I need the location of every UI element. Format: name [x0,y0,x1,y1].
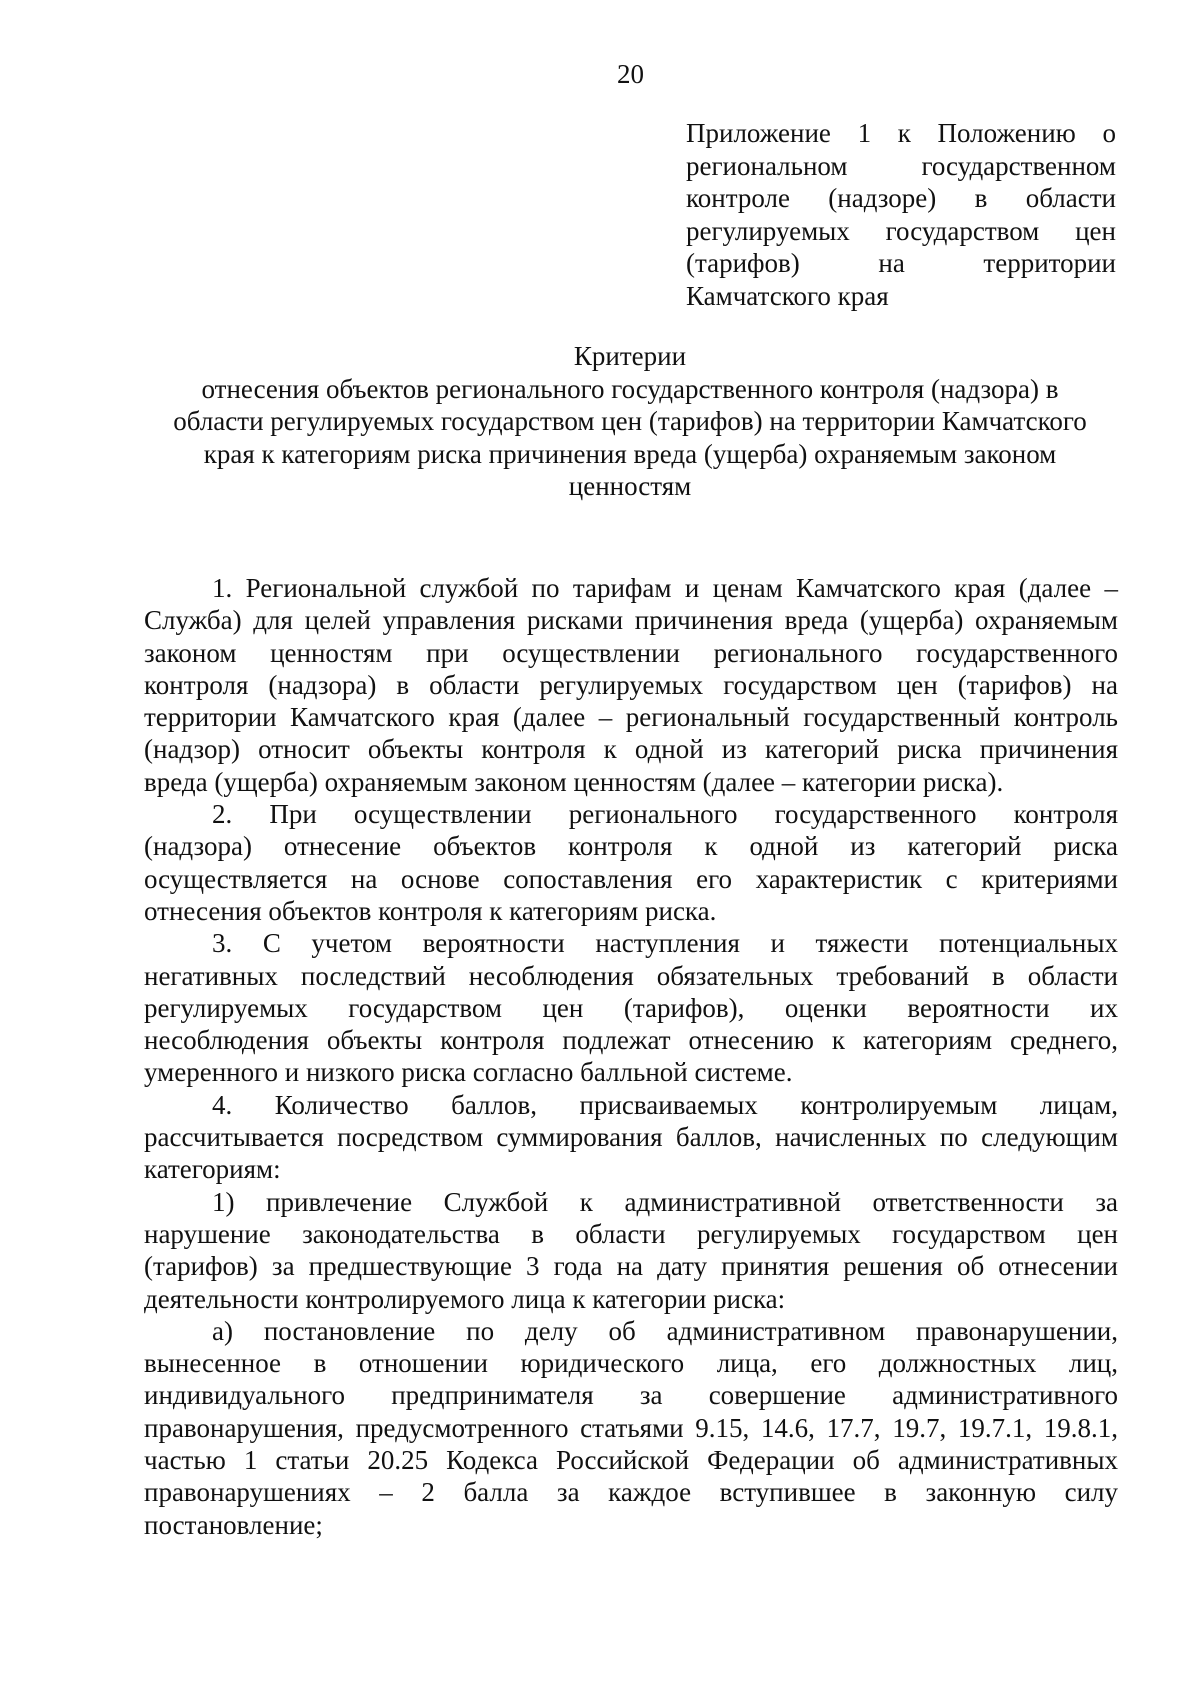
appendix-note [686,117,1116,312]
body-line: 2. При осуществлении регионального государственного контроля [212,799,1118,830]
body-line: 3. С учетом вероятности наступления и тяжести потенциальных [212,928,1118,959]
body-line: осуществляется на основе сопоставления его характеристик с критериями [144,863,1118,894]
body-line: нарушение законодательства в области регулируемых государством цен [144,1218,1118,1249]
body-line: категориям: [144,1154,281,1185]
page-number: 20 [617,59,644,89]
body-line: 1) привлечение Службой к административной ответственности за [212,1186,1118,1217]
title-line: области регулируемых государством цен (тарифов) на территории Камчатского [173,406,1087,436]
body-line: частью 1 статьи 20.25 Кодекса Российской Федерации об административных [144,1445,1118,1476]
body-line: отнесения объектов контроля к категориям риска. [144,895,717,926]
appendix-line: (тарифов) на территории [686,248,1116,278]
title-line: ценностям [568,471,692,501]
body-line: негативных последствий несоблюдения обязательных требований в области [144,960,1118,991]
title-heading: Критерии [573,341,687,371]
appendix-line: регулируемых государством цен [686,215,1116,246]
document-title [140,340,1120,503]
body-line: (надзор) относит объекты контроля к одной из категорий риска причинения [144,734,1118,765]
body-line: вреда (ущерба) охраняемым законом ценностям (далее – категории риска). [144,766,1004,797]
body-line: территории Камчатского края (далее – региональный государственный контроль [144,702,1118,733]
body-line: правонарушения, предусмотренного статьями 9.15, 14.6, 17.7, 19.7, 19.7.1, 19.8.1, [144,1412,1118,1443]
body-line: рассчитывается посредством суммирования баллов, начисленных по следующим [144,1122,1118,1153]
body-line: индивидуального предпринимателя за совершение административного [144,1380,1118,1411]
body-line: а) постановление по делу об административном правонарушении, [212,1315,1118,1346]
appendix-line: Приложение 1 к Положению о [686,118,1116,148]
body-line: правонарушениях – 2 балла за каждое вступившее в законную силу [144,1477,1118,1508]
body-line: Служба) для целей управления рисками причинения вреда (ущерба) охраняемым [144,605,1118,636]
body-text [144,572,1118,1541]
body-line: несоблюдения объекты контроля подлежат отнесению к категориям среднего, [144,1025,1118,1056]
body-line: контроля (надзора) в области регулируемых государством цен (тарифов) на [144,669,1118,700]
body-line: 4. Количество баллов, присваиваемых контролируемым лицам, [212,1089,1118,1120]
appendix-line: региональном государственном [686,150,1116,181]
title-line: края к категориям риска причинения вреда (ущерба) охраняемым законом [203,438,1057,469]
body-line: постановление; [144,1509,323,1540]
body-line: вынесенное в отношении юридического лица, его должностных лиц, [144,1348,1118,1379]
body-line: 1. Региональной службой по тарифам и ценам Камчатского края (далее – [212,573,1118,603]
title-line: отнесения объектов регионального государственного контроля (надзора) в [201,373,1059,404]
appendix-line: контроле (надзоре) в области [686,183,1116,213]
body-line: (надзора) отнесение объектов контроля к одной из категорий риска [144,831,1118,862]
appendix-line: Камчатского края [686,280,889,311]
body-line: деятельности контролируемого лица к категории риска: [144,1283,786,1314]
body-line: умеренного и низкого риска согласно балльной системе. [144,1057,793,1088]
body-line: (тарифов) за предшествующие 3 года на дату принятия решения об отнесении [144,1251,1118,1282]
body-line: законом ценностям при осуществлении регионального государственного [144,637,1118,668]
body-line: регулируемых государством цен (тарифов), оценки вероятности их [144,992,1118,1023]
